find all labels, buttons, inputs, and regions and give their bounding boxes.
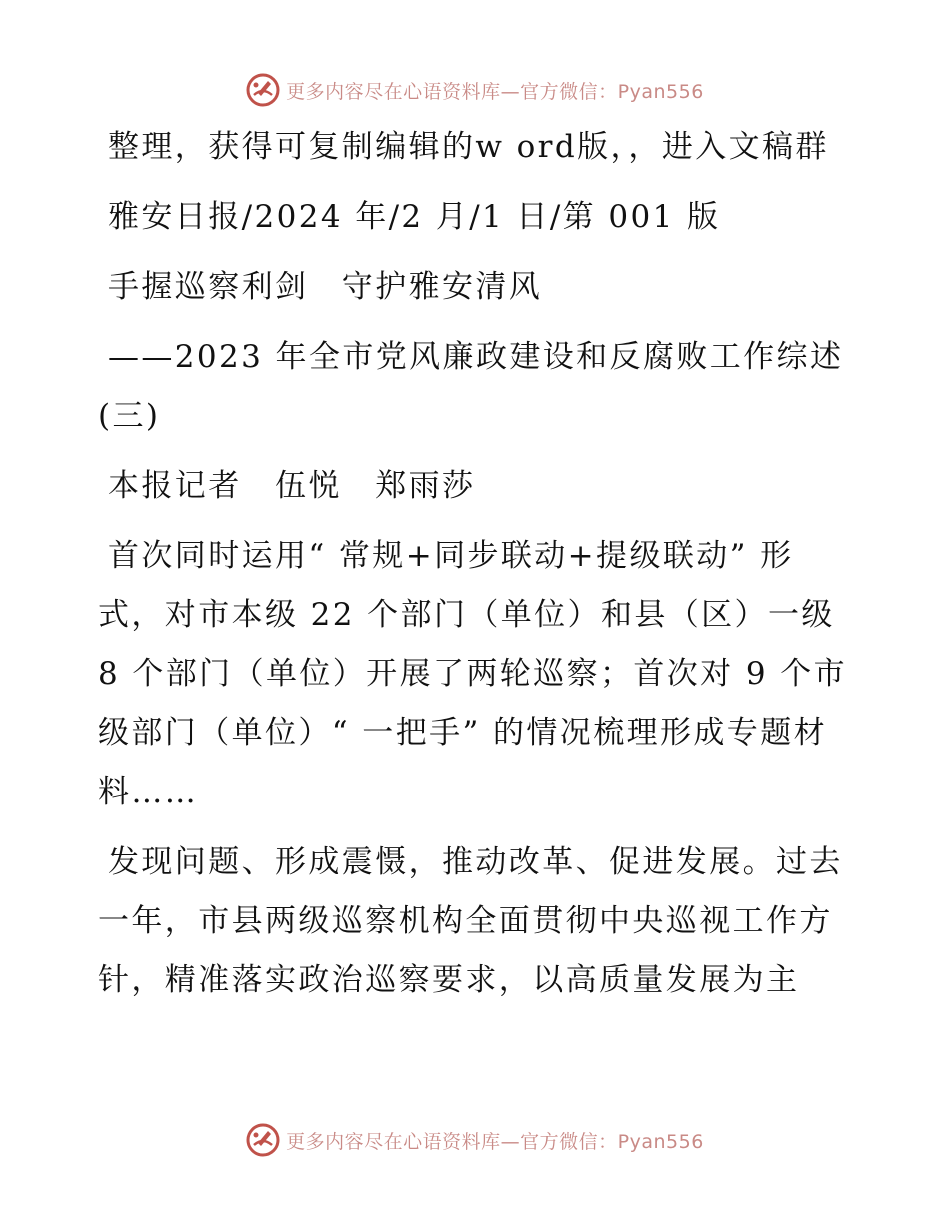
footer-banner <box>0 1120 950 1160</box>
footer-banner-text: 更多内容尽在心语资料库—官方微信：Pyan556 <box>286 1130 704 1153</box>
header-banner-text: 更多内容尽在心语资料库—官方微信：Pyan556 <box>286 80 704 103</box>
paragraph-body-2: 发现问题、形成震慑，推动改革、促进发展。过去一年，市县两级巡察机构全面贯彻中央巡视工作方针，精准落实政治巡察要求，以高质量发展为主 <box>98 844 843 998</box>
document-body <box>98 118 858 1021</box>
header-banner <box>0 70 950 110</box>
paragraph-body-1: 首次同时运用“ 常规+同步联动+提级联动” 形式，对市本级 22 个部门（单位）和县（区）一级 8 个部门（单位）开展了两轮巡察；首次对 9 个市级部门（单位）“ 一把手” 的情况梳理形成专题材料…… <box>98 538 848 810</box>
article-title: 手握巡察利剑 守护雅安清风 <box>108 269 543 305</box>
article-byline: 本报记者 伍悦 郑雨莎 <box>108 468 476 504</box>
book-pen-logo-icon <box>246 1123 280 1157</box>
paragraph-intro-note: 整理，获得可复制编辑的w ord版，，进入文稿群 <box>108 129 829 165</box>
article-subtitle: ——2023 年全市党风廉政建设和反腐败工作综述(三) <box>98 339 844 434</box>
book-pen-logo-icon <box>246 73 280 107</box>
paragraph-source-line: 雅安日报/2024 年/2 月/1 日/第 001 版 <box>108 199 721 235</box>
